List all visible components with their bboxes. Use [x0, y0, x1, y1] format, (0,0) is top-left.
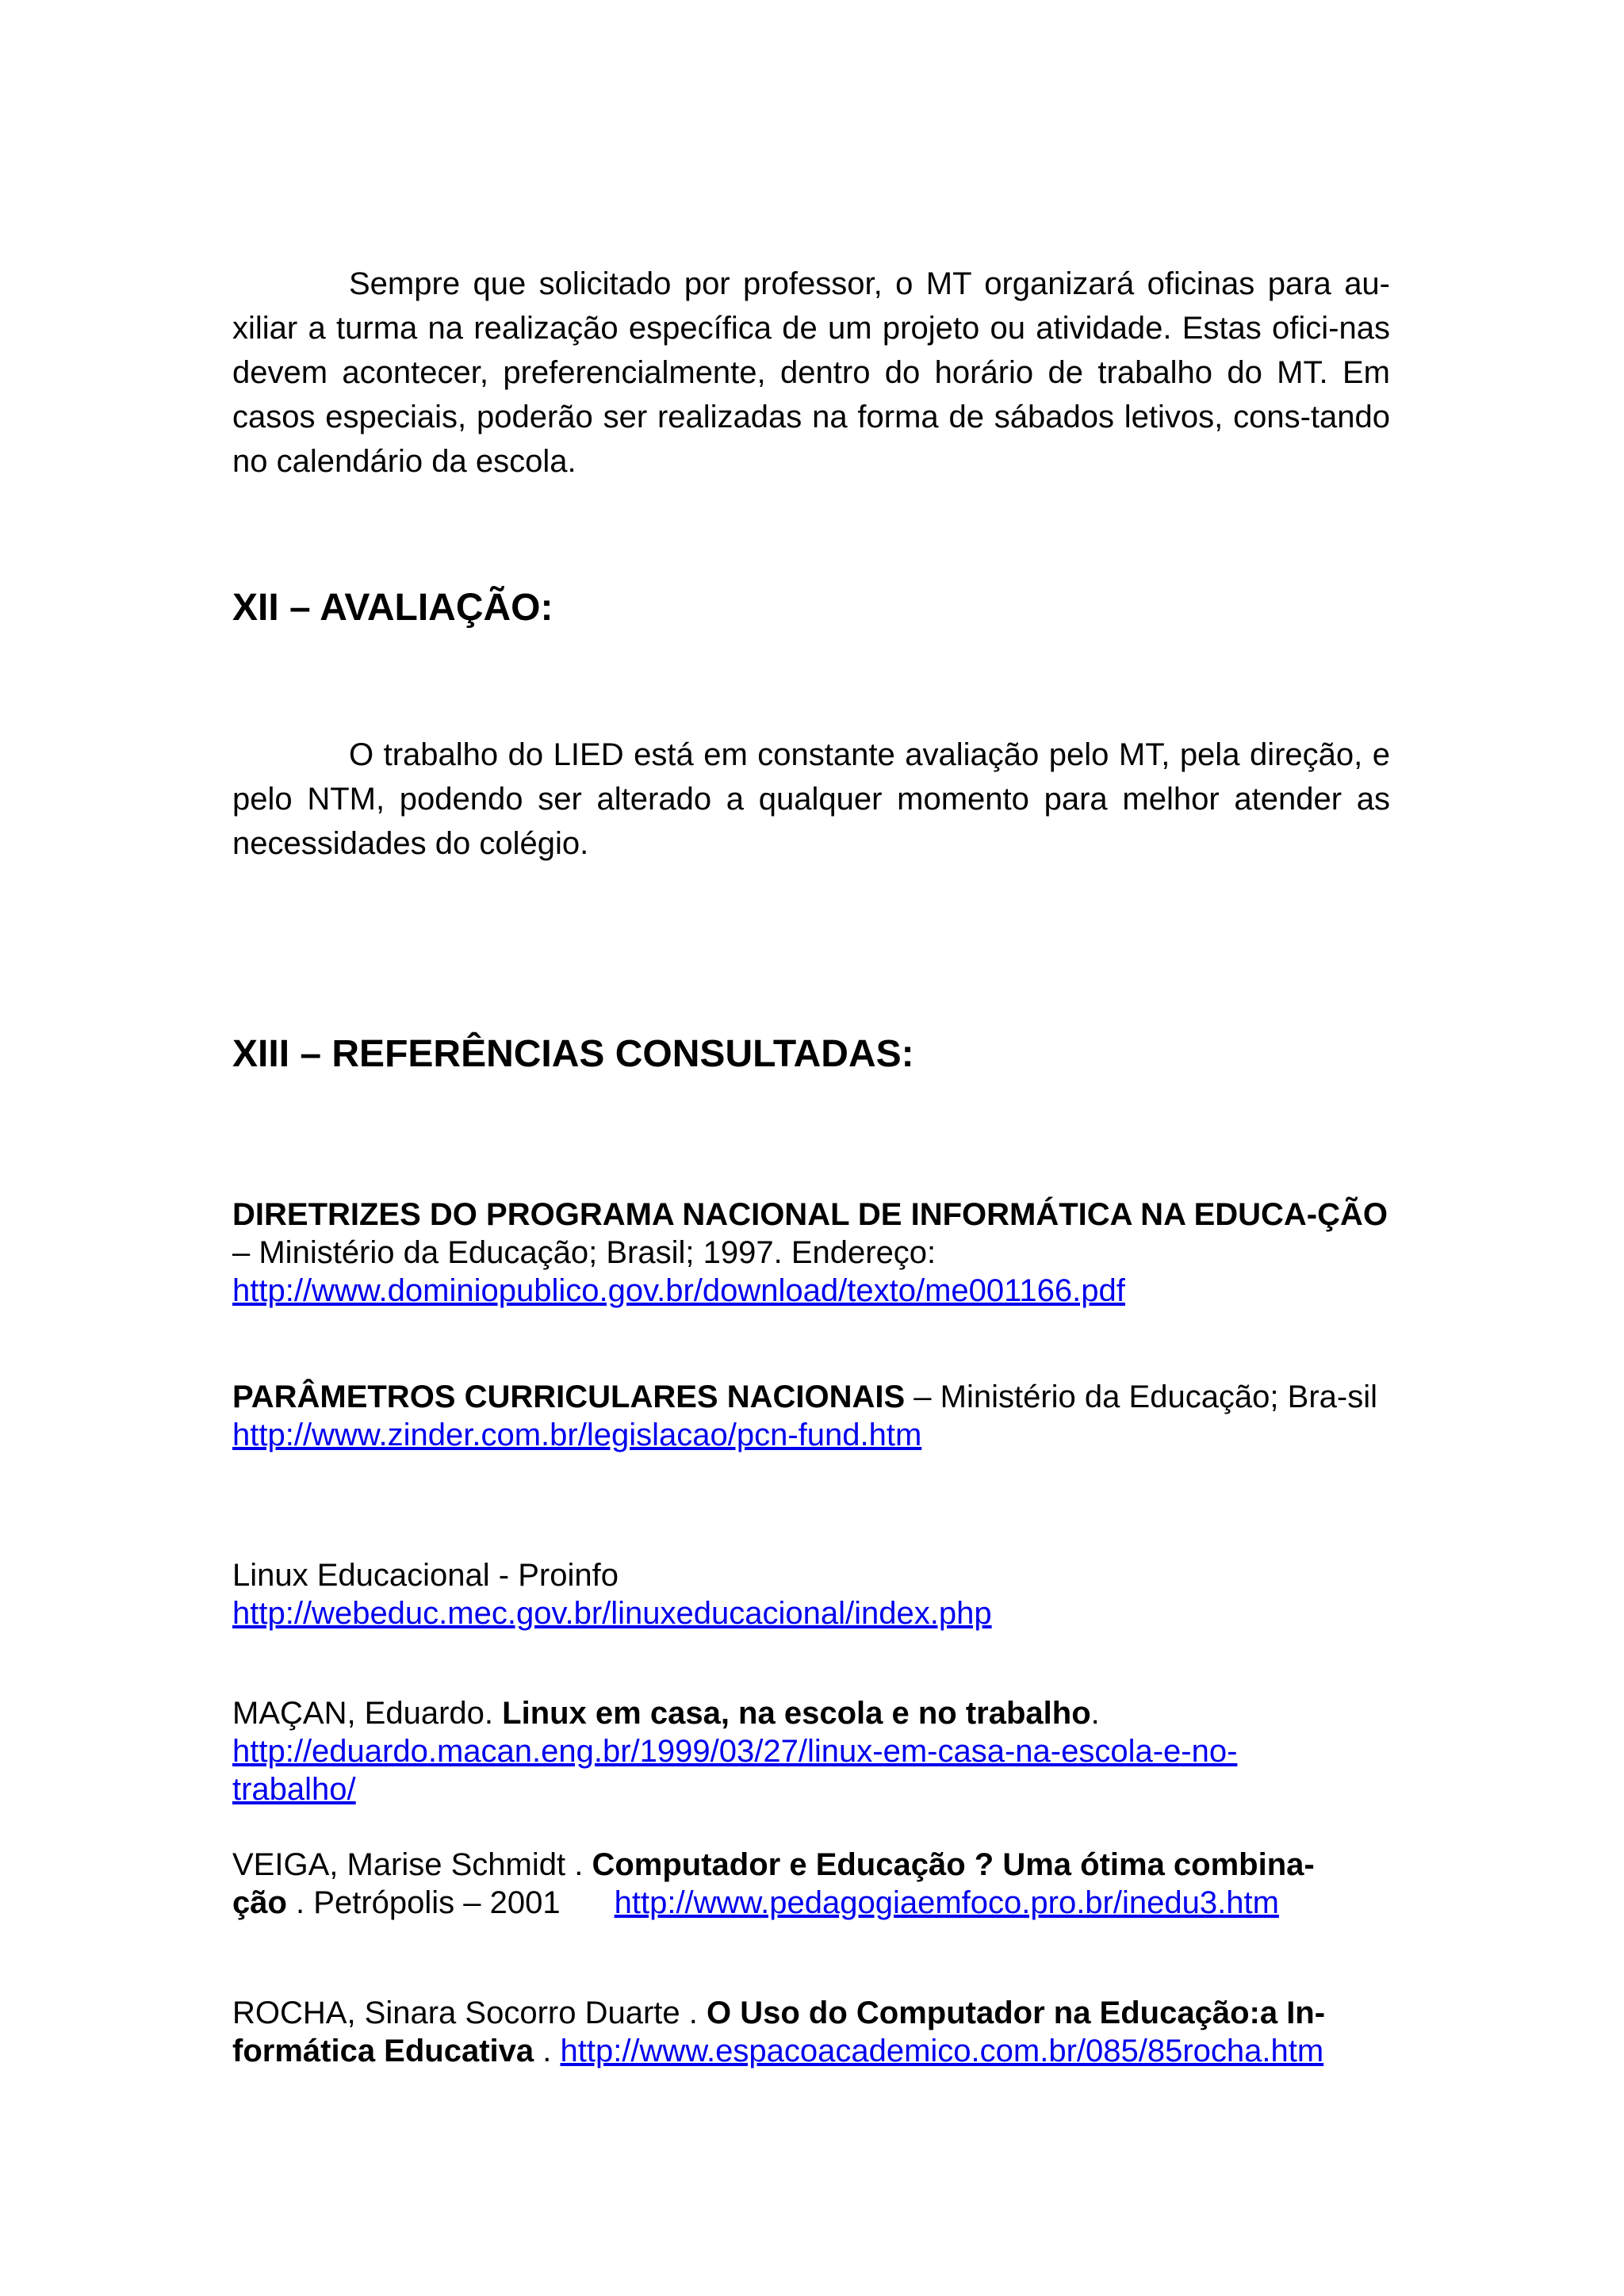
paragraph-oficinas [232, 262, 1390, 484]
reference-author: MAÇAN, Eduardo. [232, 1696, 503, 1731]
heading-avaliacao: XII – AVALIAÇÃO: [232, 587, 553, 629]
paragraph-avaliacao [232, 733, 1390, 866]
reference-rocha [232, 1994, 1390, 2070]
heading-referencias: XIII – REFERÊNCIAS CONSULTADAS: [232, 1033, 914, 1075]
reference-linux [232, 1556, 1390, 1632]
reference-link-diretrizes[interactable]: http://www.dominiopublico.gov.br/download/texto/me001166.pdf [232, 1273, 1125, 1308]
reference-link-macan[interactable] [232, 1734, 1237, 1807]
reference-details: . [1090, 1696, 1100, 1731]
reference-macan [232, 1694, 1390, 1808]
reference-link-rocha[interactable]: http://www.espacoacademico.com.br/085/85rocha.htm [560, 2034, 1324, 2068]
reference-link-linux[interactable]: http://webeduc.mec.gov.br/linuxeducacional/index.php [232, 1596, 992, 1631]
reference-details: . Petrópolis – 2001 [286, 1885, 561, 1920]
paragraph-avaliacao-text: O trabalho do LIED está em constante avaliação pelo MT, pela direção, e pelo NTM, podendo ser alterado a qualquer momento para melhor atender as necessidades do colégio. [232, 737, 1390, 861]
reference-title-line1: Computador e Educação ? Uma ótima combina- [592, 1847, 1315, 1882]
reference-veiga [232, 1846, 1390, 1922]
reference-title-line1: O Uso do Computador na Educação:a In- [707, 1996, 1326, 2030]
reference-title: PARÂMETROS CURRICULARES NACIONAIS [232, 1380, 906, 1414]
reference-link-macan-line2: trabalho/ [232, 1772, 356, 1807]
paragraph-oficinas-text: Sempre que solicitado por professor, o MT organizará oficinas para au-xiliar a turma na realização específica de um projeto ou atividade. Estas ofici-nas devem acontecer, preferencialmente, dentro do horário de trabalho do MT. Em casos especiais, poderão ser realizadas na forma de sábados letivos, cons-tando no calendário da escola. [232, 266, 1390, 479]
reference-diretrizes [232, 1196, 1390, 1310]
reference-title-line2: ção [232, 1885, 287, 1920]
reference-title: Linux em casa, na escola e no trabalho [502, 1696, 1091, 1731]
reference-text: Linux Educacional - Proinfo [232, 1558, 619, 1593]
reference-author: VEIGA, Marise Schmidt . [232, 1847, 592, 1882]
reference-link-veiga[interactable]: http://www.pedagogiaemfoco.pro.br/inedu3.htm [614, 1885, 1279, 1920]
reference-author: ROCHA, Sinara Socorro Duarte . [232, 1996, 707, 2030]
reference-details: – Ministério da Educação; Brasil; 1997. Endereço: [232, 1235, 936, 1270]
reference-title-line2: formática Educativa [232, 2034, 534, 2068]
reference-pcn [232, 1378, 1390, 1454]
reference-link-pcn[interactable]: http://www.zinder.com.br/legislacao/pcn-fund.htm [232, 1418, 922, 1452]
reference-details: – Ministério da Educação; Bra-sil [905, 1380, 1377, 1414]
reference-link-macan-line1: http://eduardo.macan.eng.br/1999/03/27/linux-em-casa-na-escola-e-no- [232, 1734, 1238, 1769]
reference-title: DIRETRIZES DO PROGRAMA NACIONAL DE INFORMÁTICA NA EDUCA-ÇÃO [232, 1197, 1388, 1232]
reference-details: . [534, 2034, 561, 2068]
